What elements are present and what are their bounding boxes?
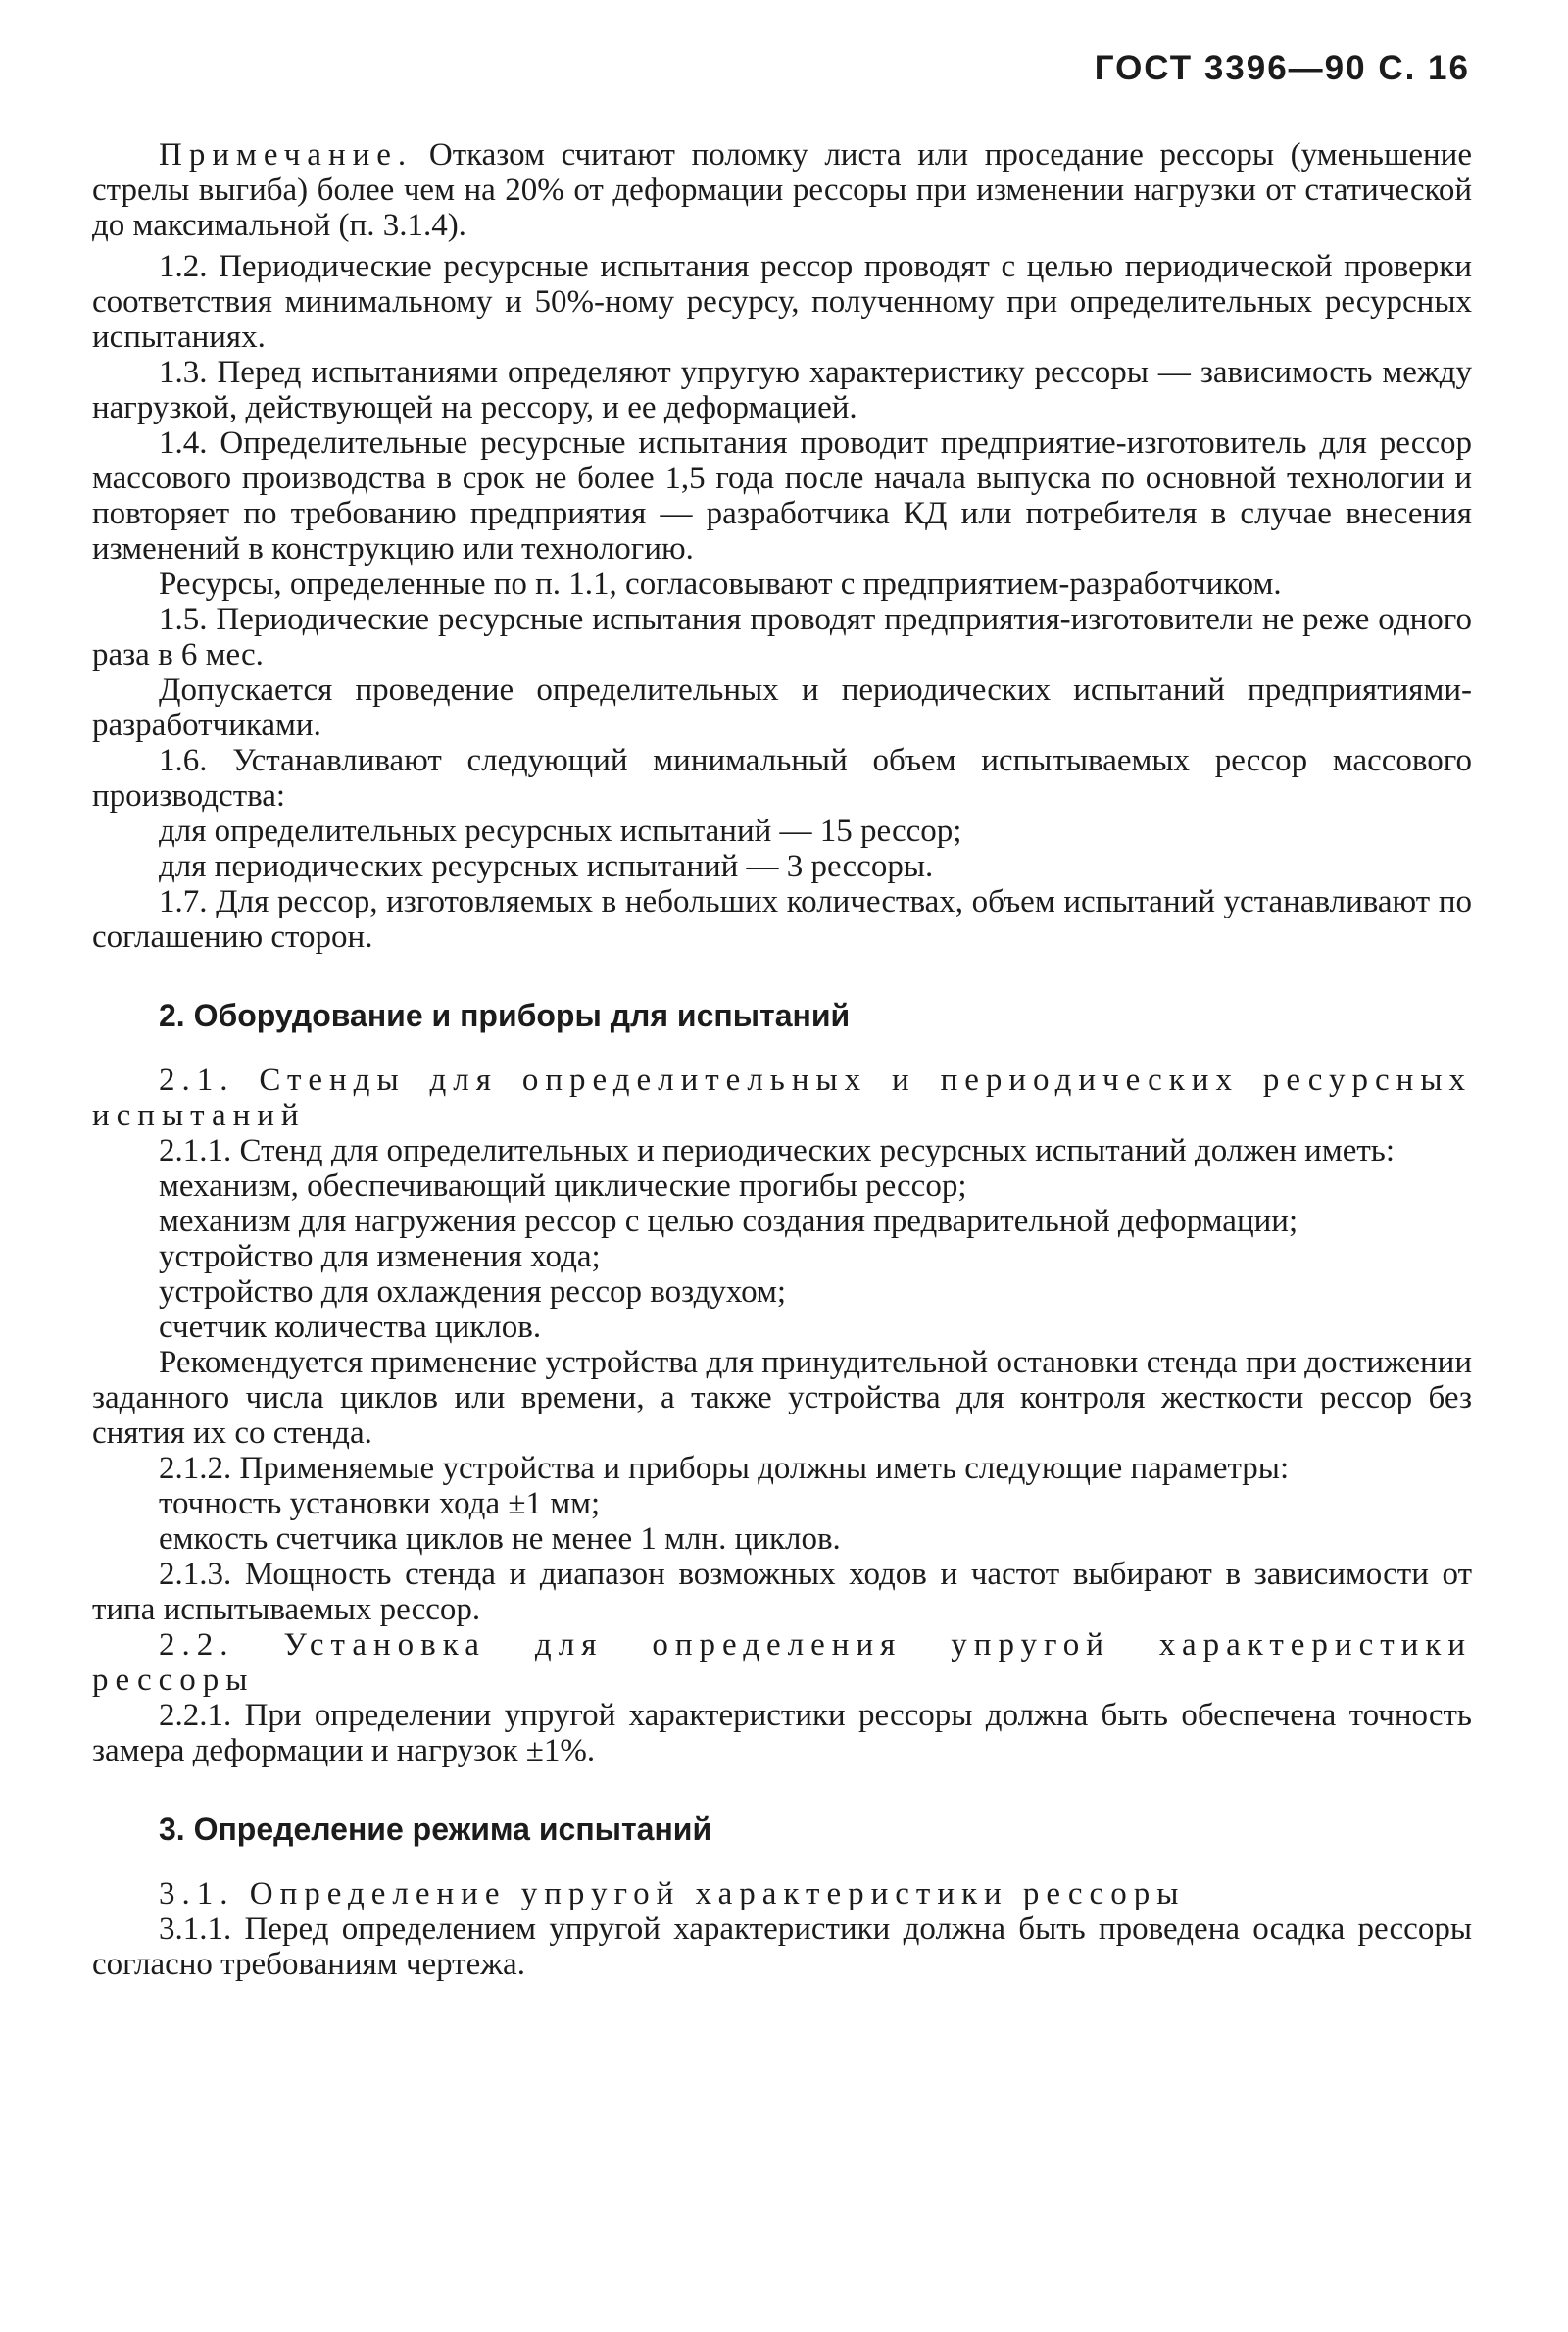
clause-1-6-item-periodic: для периодических ресурсных испытаний — 3 рессоры.: [159, 849, 934, 884]
clause-2-1-2-item-capacity: емкость счетчика циклов не менее 1 млн. циклов.: [159, 1521, 841, 1557]
clause-2-2-1: 2.2.1. При определении упругой характеристики рессоры должна быть обеспечена точность замера деформации и нагрузок ±1%.: [92, 1698, 1472, 1768]
clause-2-1-1: 2.1.1. Стенд для определительных и периодических ресурсных испытаний должен иметь:: [159, 1133, 1395, 1168]
subsection-3-1-title: 3.1. Определение упругой характеристики рессоры: [159, 1876, 1186, 1911]
page-header: ГОСТ 3396—90 С. 16: [1094, 49, 1470, 87]
clause-1-4-resources: Ресурсы, определенные по п. 1.1, согласовывают с предприятием-разработчиком.: [159, 567, 1282, 602]
clause-1-2: 1.2. Периодические ресурсные испытания рессор проводят с целью периодической проверки соответствия минимальному и 50%-ному ресурсу, полученному при определительных ресурсных испытаниях.: [92, 249, 1472, 355]
clause-2-1-1-item-stroke: устройство для изменения хода;: [159, 1239, 601, 1274]
document-body: [92, 137, 1472, 1982]
subsection-2-2-title: 2.2. Установка для определения упругой характеристики рессоры: [92, 1627, 1472, 1698]
clause-2-1-1-item-counter: счетчик количества циклов.: [159, 1310, 542, 1345]
clause-2-1-2: 2.1.2. Применяемые устройства и приборы должны иметь следующие параметры:: [159, 1451, 1290, 1486]
clause-2-1-2-item-accuracy: точность установки хода ±1 мм;: [159, 1486, 601, 1521]
clause-2-1-3: 2.1.3. Мощность стенда и диапазон возможных ходов и частот выбирают в зависимости от типа испытываемых рессор.: [92, 1557, 1472, 1627]
clause-1-4: 1.4. Определительные ресурсные испытания проводит предприятие-изготовитель для рессор массового производства в срок не более 1,5 года после начала выпуска по основной технологии и повторяет по требованию предприятия — разработчика КД или потребителя в случае внесения изменений в конструкцию или технологию.: [92, 425, 1472, 567]
note-text: Отказом считают поломку листа или проседание рессоры (уменьшение стрелы выгиба) более чем на 20% от деформации рессоры при изменении нагрузки от статической до максимальной (п. 3.1.4).: [92, 137, 1472, 243]
clause-2-1-1-item-loading: механизм для нагружения рессор с целью создания предварительной деформации;: [159, 1204, 1298, 1239]
clause-2-1-1-item-mechanism: механизм, обеспечивающий циклические прогибы рессор;: [159, 1168, 967, 1204]
section-2-heading: 2. Оборудование и приборы для испытаний: [159, 998, 851, 1033]
note-label: Примечание.: [159, 137, 414, 173]
clause-1-3: 1.3. Перед испытаниями определяют упругую характеристику рессоры — зависимость между нагрузкой, действующей на рессору, и ее деформацией.: [92, 355, 1472, 425]
clause-2-1-1-recommendation: Рекомендуется применение устройства для принудительной остановки стенда при достижении заданного числа циклов или времени, а также устройства для контроля жесткости рессор без снятия их со стенда.: [92, 1345, 1472, 1451]
note-paragraph: [92, 137, 1472, 243]
clause-1-5-allowed: Допускается проведение определительных и периодических испытаний предприятиями-разработчиками.: [92, 672, 1472, 743]
clause-1-6-item-definitive: для определительных ресурсных испытаний — 15 рессор;: [159, 814, 962, 849]
clause-1-7: 1.7. Для рессор, изготовляемых в небольших количествах, объем испытаний устанавливают по соглашению сторон.: [92, 884, 1472, 955]
clause-3-1-1: 3.1.1. Перед определением упругой характеристики должна быть проведена осадка рессоры согласно требованиям чертежа.: [92, 1911, 1472, 1982]
clause-1-5: 1.5. Периодические ресурсные испытания проводят предприятия-изготовители не реже одного раза в 6 мес.: [92, 602, 1472, 672]
clause-1-6: 1.6. Устанавливают следующий минимальный объем испытываемых рессор массового производства:: [92, 743, 1472, 814]
section-3-heading: 3. Определение режима испытаний: [159, 1811, 712, 1847]
subsection-2-1-title: 2.1. Стенды для определительных и периодических ресурсных испытаний: [92, 1063, 1472, 1133]
clause-2-1-1-item-cooling: устройство для охлаждения рессор воздухом;: [159, 1274, 787, 1310]
